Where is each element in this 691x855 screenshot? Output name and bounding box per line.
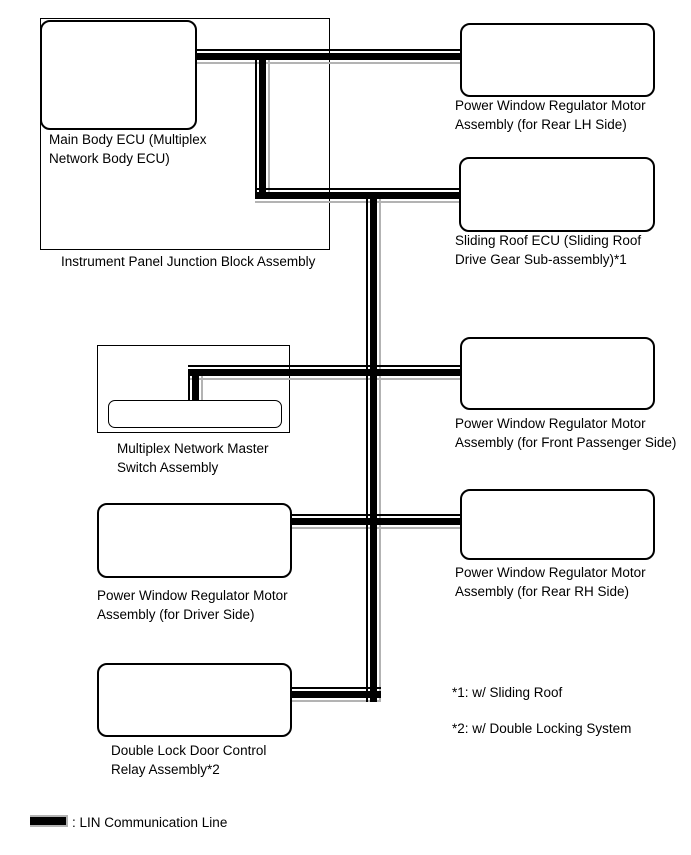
power-window-rear-lh-label: Power Window Regulator Motor Assembly (for Rear LH Side) <box>455 98 646 132</box>
double-lock-relay-box <box>97 663 292 737</box>
sliding-roof-ecu-box <box>459 157 655 232</box>
lin-line-segment <box>268 53 270 199</box>
lin-line-segment <box>366 192 368 702</box>
lin-line-segment <box>290 518 461 525</box>
junction-block-label: Instrument Panel Junction Block Assembly <box>61 254 316 269</box>
lin-line-legend-swatch <box>30 815 68 827</box>
lin-line-segment <box>255 192 460 199</box>
lin-line-segment <box>379 192 381 702</box>
power-window-rear-rh-label: Power Window Regulator Motor Assembly (for Rear RH Side) <box>455 565 646 599</box>
main-body-ecu-label: Main Body ECU (Multiplex Network Body ECU) <box>49 132 207 166</box>
footnote-double-locking: *2: w/ Double Locking System <box>452 721 632 736</box>
lin-line-segment <box>196 62 460 64</box>
lin-line-segment <box>192 369 199 401</box>
sliding-roof-ecu-label: Sliding Roof ECU (Sliding Roof Drive Gear Sub-assembly)*1 <box>455 233 642 267</box>
power-window-rear-rh-box <box>460 489 655 560</box>
power-window-driver-box <box>97 503 292 578</box>
lin-line-segment <box>290 687 381 689</box>
footnote-sliding-roof: *1: w/ Sliding Roof <box>452 685 563 700</box>
lin-line-segment <box>188 378 461 380</box>
lin-line-segment <box>255 188 460 190</box>
main-body-ecu-box <box>40 20 197 130</box>
lin-line-legend-label: : LIN Communication Line <box>72 815 228 830</box>
lin-line-segment <box>255 201 460 203</box>
lin-line-segment <box>259 53 266 199</box>
lin-line-segment <box>188 369 461 376</box>
power-window-front-passenger-label: Power Window Regulator Motor Assembly (for Front Passenger Side) <box>455 416 677 450</box>
power-window-front-passenger-box <box>460 337 655 410</box>
lin-line-segment <box>196 49 460 51</box>
lin-line-segment <box>188 365 461 367</box>
lin-line-segment <box>370 192 377 702</box>
lin-line-segment <box>196 53 460 60</box>
lin-line-segment <box>290 691 381 698</box>
master-switch-inner-box <box>108 400 282 428</box>
power-window-driver-label: Power Window Regulator Motor Assembly (for Driver Side) <box>97 588 288 622</box>
lin-line-segment <box>255 53 257 199</box>
master-switch-label: Multiplex Network Master Switch Assembly <box>117 441 269 475</box>
double-lock-relay-label: Double Lock Door Control Relay Assembly*2 <box>111 743 267 777</box>
power-window-rear-lh-box <box>460 23 655 97</box>
